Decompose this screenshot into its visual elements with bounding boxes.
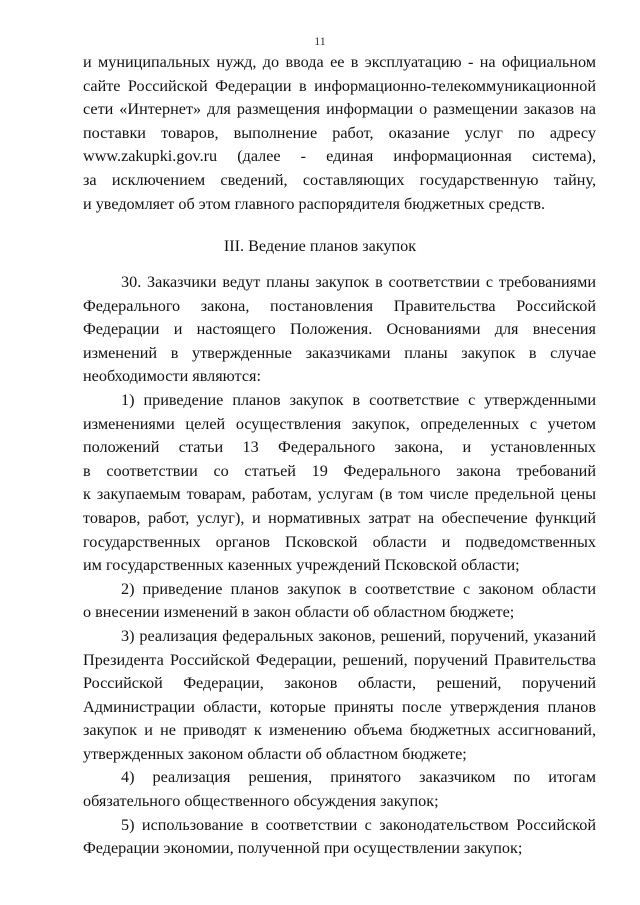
text-line: сайте Российской Федерации в информационно-телекоммуникационной [83, 76, 596, 95]
text-line: в соответствии со статьей 19 Федерального закона требований [83, 461, 596, 480]
text-line: Федерации экономии, полученной при осуществлении закупок; [83, 839, 523, 858]
text-line: Федерации и настоящего Положения. Основаниями для внесения [83, 320, 596, 339]
text-line: изменений в утвержденные заказчиками планы закупок в случае [83, 343, 596, 362]
text-line: товаров, работ, услуг), и нормативных затрат на обеспечение функций [83, 508, 596, 527]
text-line: поставки товаров, выполнение работ, оказание услуг по адресу [83, 123, 596, 142]
text-line: утвержденных законом области об областном бюджете; [83, 744, 467, 763]
text-line: 3) реализация федеральных законов, решений, поручений, указаний [121, 626, 596, 645]
text-line: www.zakupki.gov.ru (далее - единая информационная система), [83, 147, 596, 166]
text-line: к закупаемым товарам, работам, услугам (в том числе предельной цены [83, 485, 596, 504]
text-line: положений статьи 13 Федерального закона, и установленных [83, 438, 596, 457]
text-line: 5) использование в соответствии с законодательством Российской [121, 815, 596, 834]
text-line: сети «Интернет» для размещения информации о размещении заказов на [83, 100, 596, 119]
text-line: и уведомляет об этом главного распорядителя бюджетных средств. [83, 194, 546, 213]
text-line: 2) приведение планов закупок в соответствие с законом области [121, 579, 596, 598]
section-heading: III. Ведение планов закупок [223, 237, 417, 255]
text-line: 1) приведение планов закупок в соответствие с утвержденными [121, 390, 596, 409]
text-line: государственных органов Псковской области и подведомственных [83, 532, 596, 551]
text-line: за исключением сведений, составляющих государственную тайну, [83, 170, 596, 189]
text-line: Федерального закона, постановления Правительства Российской [83, 296, 596, 315]
section-body [83, 271, 596, 861]
text-line: и муниципальных нужд, до ввода ее в эксплуатацию - на официальном [83, 53, 596, 71]
text-line: закупок и не приводят к изменению объема бюджетных ассигнований, [83, 721, 596, 740]
text-line: 30. Заказчики ведут планы закупок в соответствии с требованиями [121, 273, 596, 291]
text-line: изменениями целей осуществления закупок, определенных с учетом [83, 414, 596, 433]
page-number: 11 [314, 34, 326, 48]
text-line: обязательного общественного обсуждения закупок; [83, 792, 439, 811]
text-line: Президента Российской Федерации, решений, поручений Правительства [83, 650, 596, 669]
continuation-paragraph [83, 51, 596, 216]
text-line: о внесении изменений в закон области об областном бюджете; [83, 603, 515, 622]
text-line: 4) реализация решения, принятого заказчиком по итогам [121, 768, 596, 787]
text-line: Российской Федерации, законов области, решений, поручений [83, 674, 596, 693]
text-line: Администрации области, которые приняты после утверждения планов [83, 697, 596, 716]
text-line: необходимости являются: [83, 367, 261, 386]
text-line: им государственных казенных учреждений Псковской области; [83, 556, 520, 575]
